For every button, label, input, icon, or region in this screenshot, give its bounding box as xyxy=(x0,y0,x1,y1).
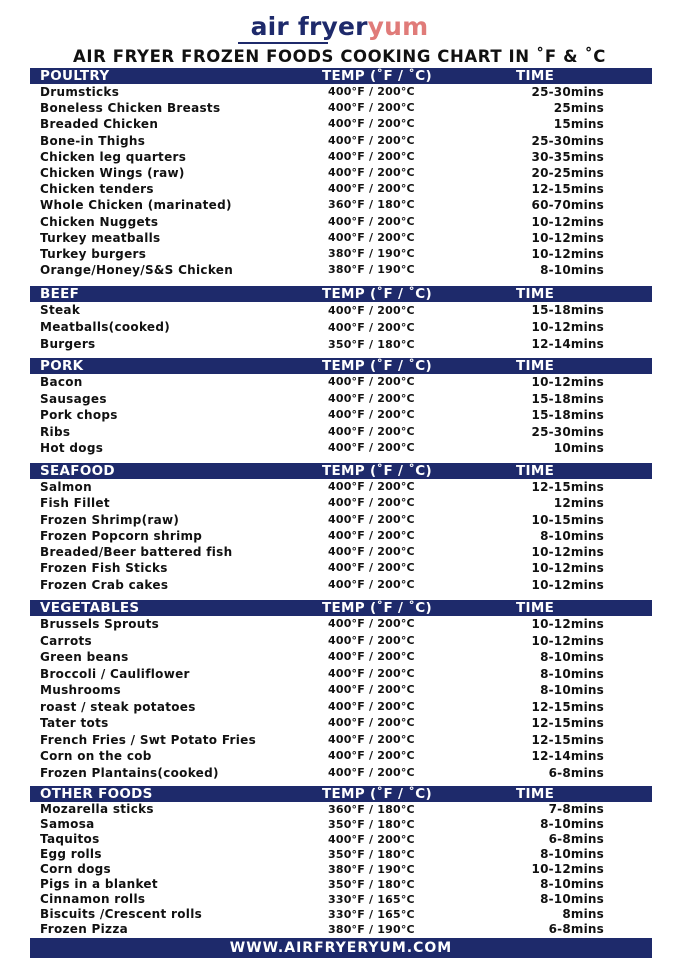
table-row xyxy=(30,544,652,560)
table-row xyxy=(30,832,652,847)
food-name: roast / steak potatoes xyxy=(40,699,196,714)
food-name: Corn on the cob xyxy=(40,749,152,763)
food-name: Sausages xyxy=(40,391,107,406)
cooking-temp: 400°F / 200°C xyxy=(328,561,415,575)
food-name: Hot dogs xyxy=(40,441,104,456)
cooking-time: 12-15mins xyxy=(531,699,604,714)
food-name: Frozen Plantains(cooked) xyxy=(40,765,219,780)
cooking-temp: 400°F / 200°C xyxy=(328,182,415,196)
time-column-header: TIME xyxy=(516,600,555,616)
cooking-temp: 400°F / 200°C xyxy=(328,749,415,762)
cooking-temp: 400°F / 200°C xyxy=(328,480,415,493)
cooking-time: 15-18mins xyxy=(531,391,604,406)
brand-part-2: yum xyxy=(367,12,429,41)
section-vegetables xyxy=(30,600,652,781)
cooking-time: 60-70mins xyxy=(531,198,604,213)
table-row xyxy=(30,100,652,116)
cooking-temp: 400°F / 200°C xyxy=(328,165,415,179)
brand-logo xyxy=(0,10,679,44)
food-name: Breaded Chicken xyxy=(40,117,159,132)
brand-underline xyxy=(238,42,328,44)
cooking-time: 25-30mins xyxy=(531,424,604,439)
food-name: Carrots xyxy=(40,633,92,648)
cooking-time: 10-12mins xyxy=(531,862,604,876)
food-name: Cinnamon rolls xyxy=(40,892,146,906)
cooking-temp: 330°F / 165°C xyxy=(328,893,415,906)
cooking-temp: 400°F / 200°C xyxy=(328,716,415,729)
table-row xyxy=(30,84,652,100)
cooking-time: 8-10mins xyxy=(540,666,604,681)
table-row xyxy=(30,479,652,495)
temp-column-header: TEMP (˚F / ˚C) xyxy=(322,786,432,802)
cooking-time: 12mins xyxy=(553,496,604,511)
table-row xyxy=(30,616,652,633)
section-name: SEAFOOD xyxy=(40,463,115,479)
cooking-temp: 400°F / 200°C xyxy=(328,699,415,713)
section-header xyxy=(30,600,652,616)
cooking-temp: 400°F / 200°C xyxy=(328,214,415,228)
time-column-header: TIME xyxy=(516,463,555,479)
section-header xyxy=(30,286,652,302)
cooking-temp: 400°F / 200°C xyxy=(328,375,415,388)
cooking-time: 10-12mins xyxy=(531,577,604,592)
temp-column-header: TEMP (˚F / ˚C) xyxy=(322,463,432,479)
cooking-time: 6-8mins xyxy=(548,922,604,936)
food-name: Steak xyxy=(40,303,81,317)
food-name: Breaded/Beer battered fish xyxy=(40,545,233,560)
food-name: Frozen Crab cakes xyxy=(40,577,169,592)
food-name: Chicken Wings (raw) xyxy=(40,165,185,180)
cooking-temp: 400°F / 200°C xyxy=(328,230,415,244)
cooking-temp: 400°F / 200°C xyxy=(328,133,415,147)
food-name: Egg rolls xyxy=(40,847,102,861)
cooking-time: 12-14mins xyxy=(531,337,604,351)
cooking-time: 10-12mins xyxy=(531,545,604,560)
cooking-time: 20-25mins xyxy=(531,165,604,180)
food-name: Salmon xyxy=(40,480,92,494)
section-name: VEGETABLES xyxy=(40,600,140,616)
table-row xyxy=(30,133,652,149)
table-row xyxy=(30,424,652,441)
cooking-time: 10-15mins xyxy=(531,512,604,527)
cooking-time: 10-12mins xyxy=(531,561,604,576)
table-row xyxy=(30,230,652,246)
cooking-time: 10-12mins xyxy=(531,246,604,261)
table-row xyxy=(30,512,652,528)
cooking-time: 10-12mins xyxy=(531,214,604,229)
cooking-temp: 360°F / 180°C xyxy=(328,198,415,212)
cooking-temp: 400°F / 200°C xyxy=(328,496,415,510)
table-row xyxy=(30,732,652,749)
section-header xyxy=(30,786,652,802)
table-row xyxy=(30,715,652,732)
food-name: Biscuits /Crescent rolls xyxy=(40,907,203,921)
food-name: Broccoli / Cauliflower xyxy=(40,666,190,681)
cooking-temp: 400°F / 200°C xyxy=(328,304,415,317)
table-row xyxy=(30,922,652,937)
cooking-temp: 400°F / 200°C xyxy=(328,833,415,846)
food-name: Frozen Pizza xyxy=(40,922,129,936)
chart-title: AIR FRYER FROZEN FOODS COOKING CHART IN ˚F & ˚C xyxy=(72,47,607,66)
food-name: Corn dogs xyxy=(40,862,111,876)
cooking-temp: 330°F / 165°C xyxy=(328,908,415,921)
cooking-time: 12-14mins xyxy=(531,749,604,763)
food-name: Taquitos xyxy=(40,832,100,846)
food-name: Pigs in a blanket xyxy=(40,877,158,891)
cooking-temp: 400°F / 200°C xyxy=(328,732,415,746)
cooking-temp: 400°F / 200°C xyxy=(328,683,415,696)
food-name: French Fries / Swt Potato Fries xyxy=(40,732,257,747)
cooking-time: 8mins xyxy=(562,907,604,921)
food-name: Tater tots xyxy=(40,716,109,730)
cooking-time: 15-18mins xyxy=(531,303,604,317)
food-name: Bone-in Thighs xyxy=(40,133,146,148)
cooking-time: 8-10mins xyxy=(540,892,604,906)
section-seafood xyxy=(30,463,652,593)
time-column-header: TIME xyxy=(516,286,555,302)
food-name: Chicken leg quarters xyxy=(40,149,187,164)
section-pork xyxy=(30,358,652,457)
cooking-time: 6-8mins xyxy=(548,765,604,780)
section-header xyxy=(30,358,652,374)
food-name: Mozarella sticks xyxy=(40,802,154,816)
table-row xyxy=(30,748,652,765)
cooking-temp: 400°F / 200°C xyxy=(328,577,415,591)
table-row xyxy=(30,847,652,862)
cooking-temp: 380°F / 190°C xyxy=(328,863,415,876)
table-row xyxy=(30,666,652,683)
table-row xyxy=(30,149,652,165)
table-row xyxy=(30,560,652,576)
table-row xyxy=(30,633,652,650)
cooking-temp: 380°F / 190°C xyxy=(328,923,415,936)
section-header xyxy=(30,68,652,84)
food-name: Green beans xyxy=(40,650,129,664)
temp-column-header: TEMP (˚F / ˚C) xyxy=(322,68,432,84)
cooking-temp: 400°F / 200°C xyxy=(328,666,415,680)
cooking-time: 15mins xyxy=(553,117,604,132)
cooking-temp: 400°F / 200°C xyxy=(328,117,415,131)
cooking-time: 15-18mins xyxy=(531,408,604,423)
food-name: Meatballs(cooked) xyxy=(40,320,171,334)
table-row xyxy=(30,892,652,907)
cooking-temp: 400°F / 200°C xyxy=(328,101,415,115)
food-name: Chicken tenders xyxy=(40,182,154,197)
table-row xyxy=(30,907,652,922)
food-name: Frozen Fish Sticks xyxy=(40,561,168,576)
table-row xyxy=(30,262,652,278)
table-row xyxy=(30,246,652,262)
food-name: Fish Fillet xyxy=(40,496,110,511)
cooking-temp: 350°F / 180°C xyxy=(328,338,415,351)
cooking-time: 25-30mins xyxy=(531,85,604,99)
time-column-header: TIME xyxy=(516,786,555,802)
temp-column-header: TEMP (˚F / ˚C) xyxy=(322,600,432,616)
food-name: Frozen Shrimp(raw) xyxy=(40,512,180,527)
section-name: OTHER FOODS xyxy=(40,786,153,802)
food-name: Burgers xyxy=(40,337,96,351)
cooking-temp: 350°F / 180°C xyxy=(328,848,415,861)
cooking-time: 10-12mins xyxy=(531,633,604,648)
food-name: Samosa xyxy=(40,817,95,831)
cooking-time: 10-12mins xyxy=(531,617,604,631)
cooking-time: 12-15mins xyxy=(531,480,604,494)
table-row xyxy=(30,802,652,817)
cooking-time: 8-10mins xyxy=(540,528,604,543)
table-row xyxy=(30,877,652,892)
cooking-temp: 400°F / 200°C xyxy=(328,441,415,455)
cooking-temp: 400°F / 200°C xyxy=(328,391,415,405)
food-name: Orange/Honey/S&S Chicken xyxy=(40,263,234,278)
table-row xyxy=(30,214,652,230)
cooking-temp: 400°F / 200°C xyxy=(328,617,415,630)
cooking-time: 8-10mins xyxy=(540,817,604,831)
cooking-time: 8-10mins xyxy=(540,847,604,861)
cooking-temp: 400°F / 200°C xyxy=(328,512,415,526)
table-row xyxy=(30,165,652,181)
temp-column-header: TEMP (˚F / ˚C) xyxy=(322,358,432,374)
food-name: Chicken Nuggets xyxy=(40,214,159,229)
food-name: Pork chops xyxy=(40,408,118,423)
table-row xyxy=(30,302,652,319)
table-row xyxy=(30,765,652,782)
cooking-temp: 400°F / 200°C xyxy=(328,424,415,438)
food-name: Bacon xyxy=(40,375,83,389)
section-poultry xyxy=(30,68,652,278)
table-row xyxy=(30,440,652,457)
cooking-time: 10-12mins xyxy=(531,320,604,334)
cooking-temp: 400°F / 200°C xyxy=(328,408,415,422)
cooking-time: 12-15mins xyxy=(531,182,604,197)
table-row xyxy=(30,391,652,408)
cooking-time: 10mins xyxy=(553,441,604,456)
cooking-time: 12-15mins xyxy=(531,732,604,747)
cooking-time: 12-15mins xyxy=(531,716,604,730)
cooking-temp: 400°F / 200°C xyxy=(328,85,415,98)
cooking-time: 25mins xyxy=(553,101,604,116)
section-name: PORK xyxy=(40,358,84,374)
cooking-time: 8-10mins xyxy=(540,263,604,278)
cooking-temp: 400°F / 200°C xyxy=(328,633,415,647)
table-row xyxy=(30,336,652,353)
cooking-temp: 400°F / 200°C xyxy=(328,545,415,559)
table-row xyxy=(30,577,652,593)
cooking-time: 8-10mins xyxy=(540,877,604,891)
table-row xyxy=(30,699,652,716)
section-beef xyxy=(30,286,652,353)
cooking-time: 10-12mins xyxy=(531,230,604,245)
cooking-time: 7-8mins xyxy=(548,802,604,816)
table-row xyxy=(30,817,652,832)
cooking-temp: 350°F / 180°C xyxy=(328,818,415,831)
table-row xyxy=(30,197,652,213)
section-header xyxy=(30,463,652,479)
cooking-temp: 400°F / 200°C xyxy=(328,149,415,163)
cooking-temp: 380°F / 190°C xyxy=(328,246,415,260)
cooking-temp: 400°F / 200°C xyxy=(328,765,415,779)
table-row xyxy=(30,528,652,544)
food-name: Brussels Sprouts xyxy=(40,617,160,631)
table-row xyxy=(30,319,652,336)
cooking-temp: 350°F / 180°C xyxy=(328,878,415,891)
table-row xyxy=(30,374,652,391)
cooking-time: 10-12mins xyxy=(531,375,604,389)
cooking-temp: 400°F / 200°C xyxy=(328,321,415,334)
section-name: BEEF xyxy=(40,286,80,302)
table-row xyxy=(30,116,652,132)
cooking-temp: 360°F / 180°C xyxy=(328,803,415,816)
table-row xyxy=(30,407,652,424)
table-row xyxy=(30,495,652,511)
food-name: Drumsticks xyxy=(40,85,120,99)
food-name: Mushrooms xyxy=(40,683,121,697)
cooking-time: 8-10mins xyxy=(540,683,604,697)
cooking-time: 6-8mins xyxy=(548,832,604,846)
food-name: Frozen Popcorn shrimp xyxy=(40,528,203,543)
table-row xyxy=(30,649,652,666)
cooking-time: 30-35mins xyxy=(531,149,604,164)
food-name: Whole Chicken (marinated) xyxy=(40,198,232,213)
table-row xyxy=(30,682,652,699)
cooking-time: 8-10mins xyxy=(540,650,604,664)
food-name: Ribs xyxy=(40,424,71,439)
food-name: Turkey burgers xyxy=(40,246,147,261)
brand-part-1: air fryer xyxy=(250,12,368,41)
time-column-header: TIME xyxy=(516,358,555,374)
website-footer[interactable]: WWW.AIRFRYERYUM.COM xyxy=(30,938,652,958)
section-other-foods xyxy=(30,786,652,937)
food-name: Boneless Chicken Breasts xyxy=(40,101,221,116)
temp-column-header: TEMP (˚F / ˚C) xyxy=(322,286,432,302)
cooking-temp: 380°F / 190°C xyxy=(328,263,415,277)
time-column-header: TIME xyxy=(516,68,555,84)
table-row xyxy=(30,862,652,877)
section-name: POULTRY xyxy=(40,68,110,84)
table-row xyxy=(30,181,652,197)
cooking-temp: 400°F / 200°C xyxy=(328,650,415,663)
food-name: Turkey meatballs xyxy=(40,230,161,245)
cooking-time: 25-30mins xyxy=(531,133,604,148)
cooking-temp: 400°F / 200°C xyxy=(328,528,415,542)
